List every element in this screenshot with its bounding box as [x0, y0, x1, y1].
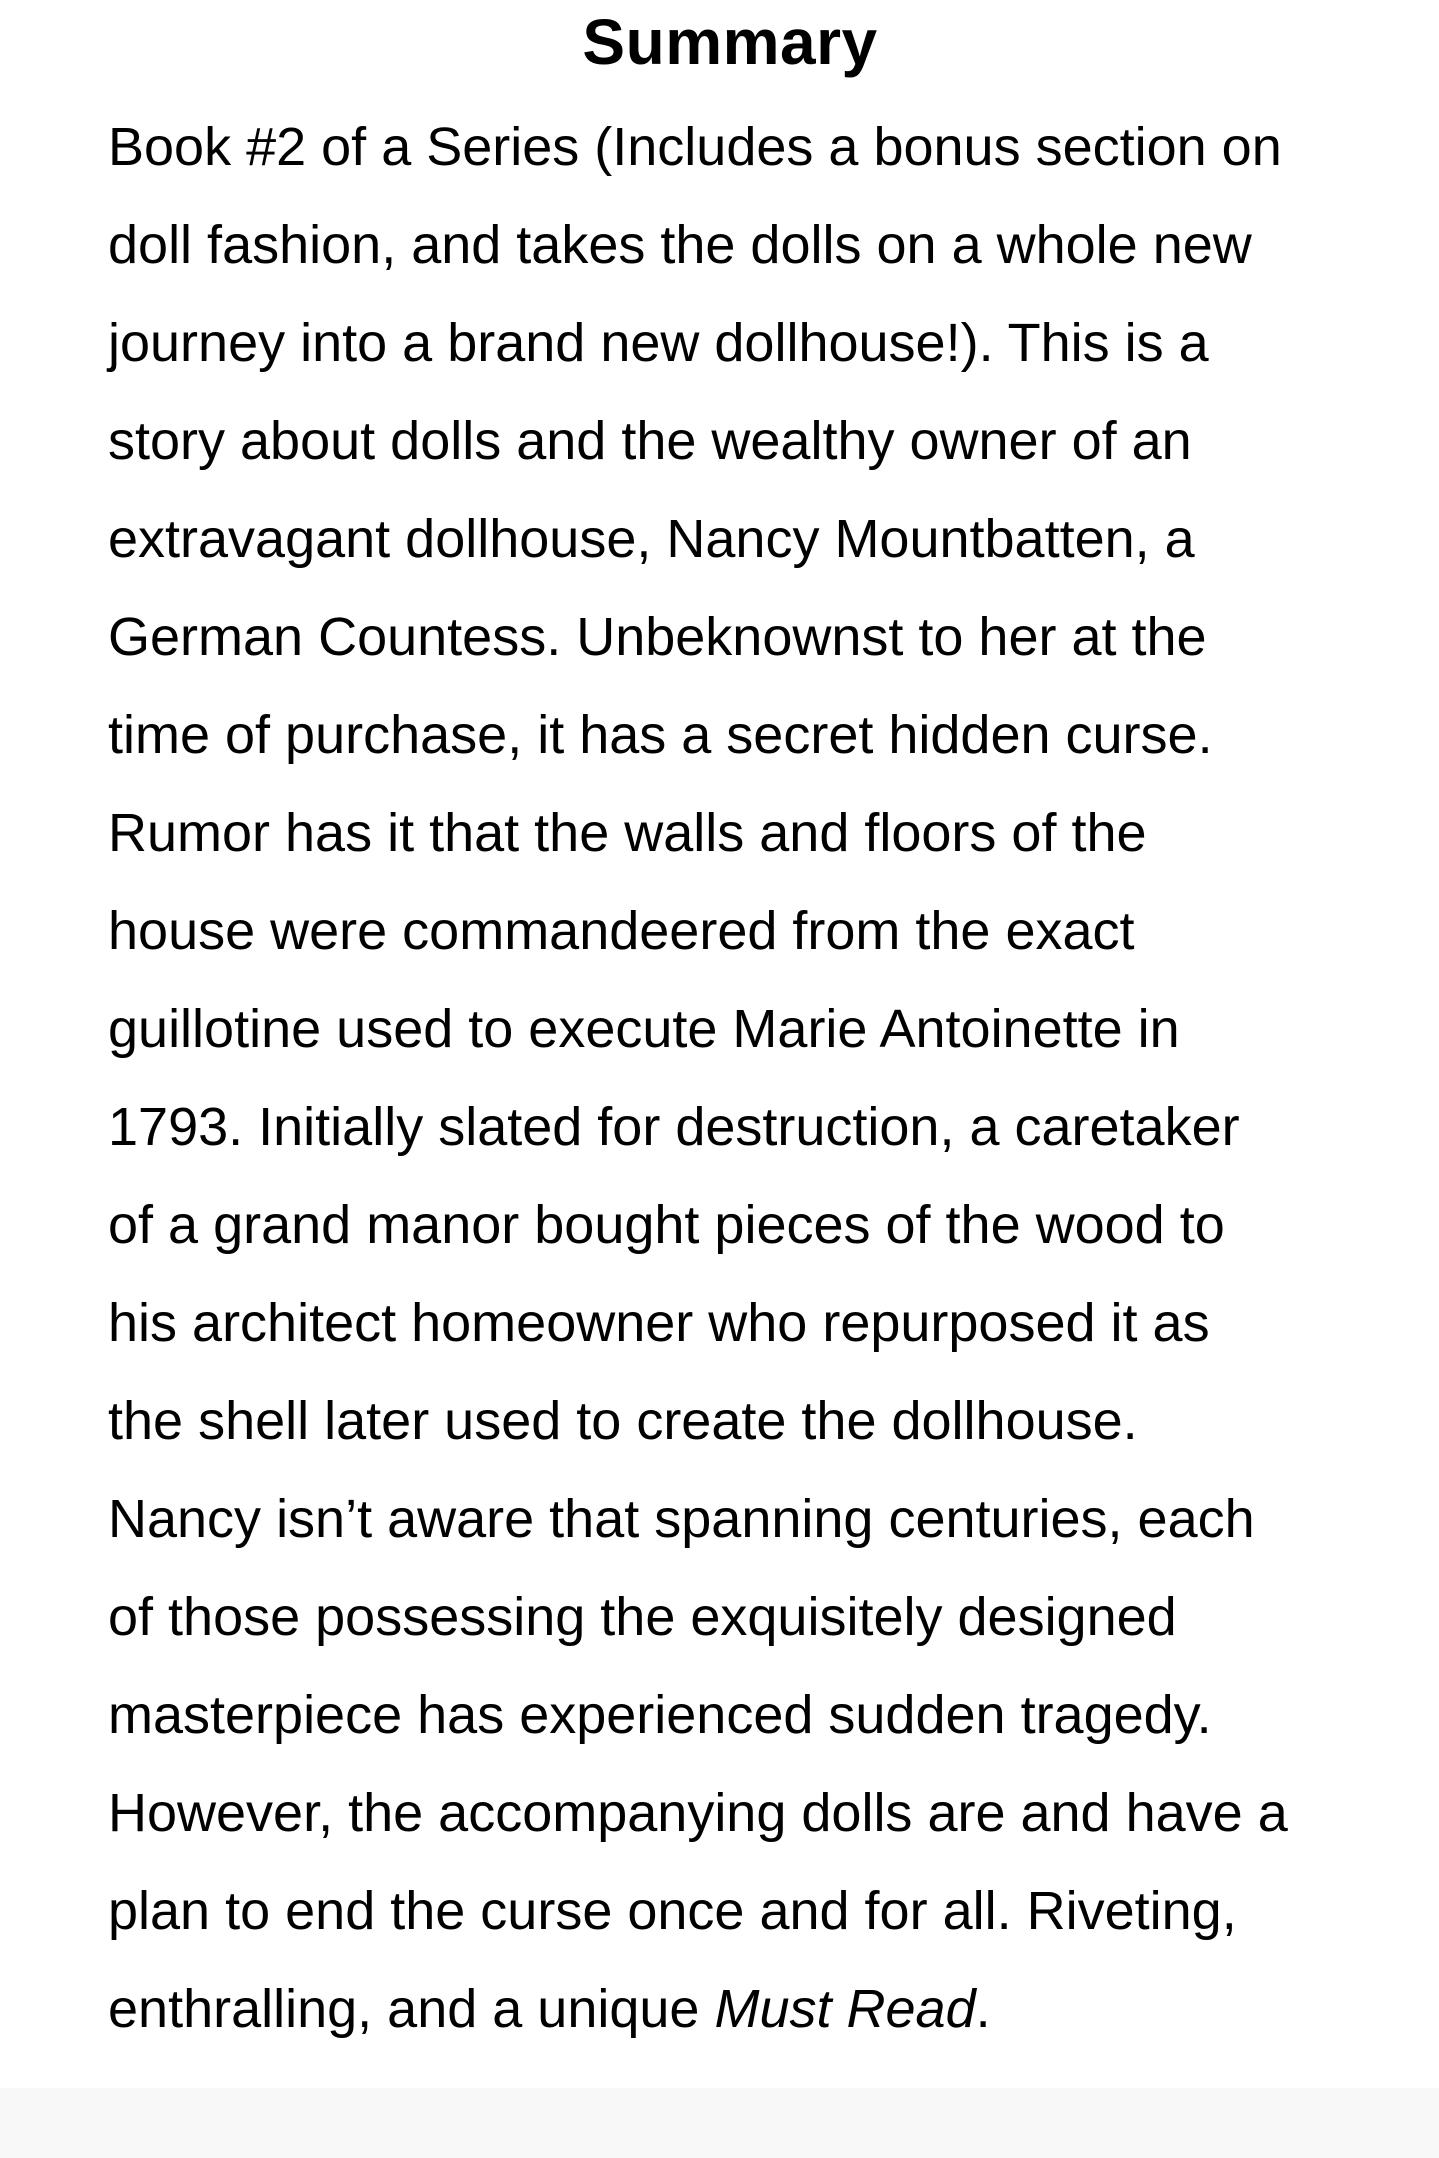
- summary-line: the shell later used to create the dollhouse.: [108, 1391, 1138, 1451]
- summary-line: Book #2 of a Series (Includes a bonus section on: [108, 117, 1282, 177]
- summary-line: of those possessing the exquisitely designed: [108, 1587, 1177, 1647]
- last-line-prefix: enthralling, and a unique: [108, 1979, 715, 2039]
- summary-line: However, the accompanying dolls are and have a: [108, 1783, 1288, 1843]
- bottom-edge: [0, 2088, 1439, 2158]
- summary-line: story about dolls and the wealthy owner of an: [108, 411, 1192, 471]
- summary-line: doll fashion, and takes the dolls on a whole new: [108, 215, 1252, 275]
- summary-line: masterpiece has experienced sudden tragedy.: [108, 1685, 1212, 1745]
- summary-line: Nancy isn’t aware that spanning centuries, each: [108, 1489, 1255, 1549]
- summary-line: time of purchase, it has a secret hidden curse.: [108, 705, 1213, 765]
- summary-line: of a grand manor bought pieces of the wood to: [108, 1195, 1225, 1255]
- summary-line: his architect homeowner who repurposed it as: [108, 1293, 1210, 1353]
- summary-line: extravagant dollhouse, Nancy Mountbatten, a: [108, 509, 1195, 569]
- summary-line: 1793. Initially slated for destruction, a caretaker: [108, 1097, 1240, 1157]
- must-read-emphasis: Must Read: [714, 1979, 976, 2039]
- page-title: Summary: [582, 6, 878, 78]
- summary-line: Rumor has it that the walls and floors of the: [108, 803, 1147, 863]
- summary-line: plan to end the curse once and for all. Riveting,: [108, 1881, 1237, 1941]
- summary-body: [108, 112, 1418, 2072]
- summary-line: house were commandeered from the exact: [108, 901, 1135, 961]
- last-line-suffix: .: [975, 1979, 991, 2039]
- summary-line: journey into a brand new dollhouse!). This is a: [108, 313, 1209, 373]
- summary-last-line: [108, 1974, 1418, 2072]
- summary-line: German Countess. Unbeknownst to her at the: [108, 607, 1207, 667]
- summary-line: guillotine used to execute Marie Antoinette in: [108, 999, 1180, 1059]
